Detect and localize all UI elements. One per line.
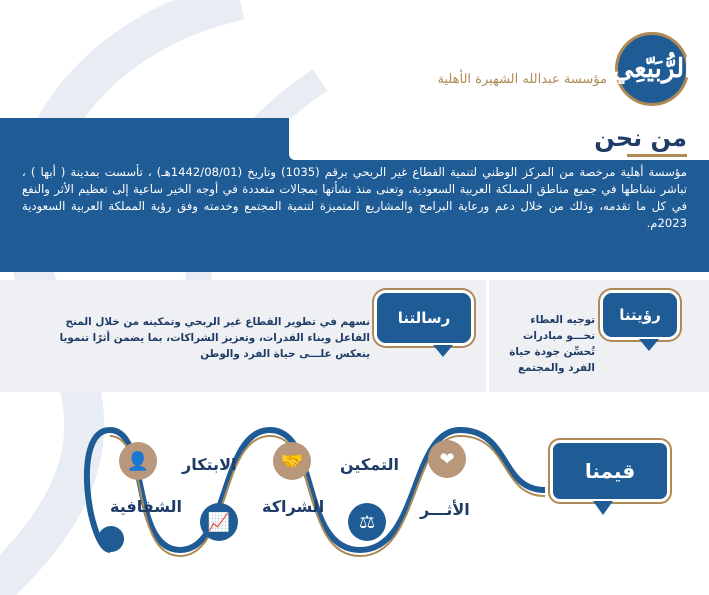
value-label-empowerment: التمكين bbox=[340, 455, 399, 474]
logo bbox=[437, 22, 692, 112]
value-label-partnership: الشراكة bbox=[262, 497, 325, 516]
gear-icon bbox=[98, 526, 124, 552]
mission-text: نسهم في تطوير القطاع غير الربحي وتمكينه من خلال المنح الفاعل وبناء القدرات، وتعزيز الشراكات، بما يضمن أثرًا تنمويا ينعكس علـــى حياة الفرد والوطن bbox=[59, 316, 370, 360]
about-title: من نحن bbox=[594, 124, 687, 152]
value-label-transparency: الشفافية bbox=[110, 497, 183, 516]
value-label-impact: الأثـــر bbox=[420, 500, 470, 519]
about-text: مؤسسة أهلية مرخصة من المركز الوطني لتنمية القطاع غير الربحي برقم (1035) وتاريخ (1442/08/01هـ) ، تأسست بمدينة ( أبها ) ، تباشر نشاطها في جميع مناطق المملكة العربية السعودية، وتعنى منذ نشأتها بمجالات متعددة في أوجه الخير ساعية إلى تعظيم الأثر والنفع في كل ما تقدمه، وذلك من خلال دعم ورعاية البرامج والمشاريع المتميزة لتنمية المجتمع وخدمته وفق رؤية المملكة العربية السعودية 2023م. bbox=[22, 165, 688, 230]
presenter-icon: 👤 bbox=[119, 442, 157, 480]
values-title: قيمنا bbox=[550, 440, 670, 502]
vision-title: رؤيتنا bbox=[600, 290, 680, 340]
about-section bbox=[0, 118, 709, 272]
value-label-innovation: الابتكار bbox=[182, 455, 237, 474]
logo-org-name: مؤسسة عبدالله الشهيرة الأهلية bbox=[437, 72, 607, 87]
mission-title: رسالتنا bbox=[374, 290, 474, 346]
growth-chart-icon: 📈 bbox=[200, 503, 238, 541]
handshake-icon: 🤝 bbox=[273, 442, 311, 480]
title-underline bbox=[627, 154, 687, 157]
logo-emblem: الرُّبَيّعِي bbox=[615, 32, 689, 106]
band-divider bbox=[486, 280, 489, 392]
vision-text: توجيه العطاء نحـــو مبادرات تُحسِّن جودة حياة الفرد والمجتمع bbox=[509, 314, 595, 374]
hands-heart-icon: ❤ bbox=[428, 440, 466, 478]
scales-icon: ⚖ bbox=[348, 503, 386, 541]
